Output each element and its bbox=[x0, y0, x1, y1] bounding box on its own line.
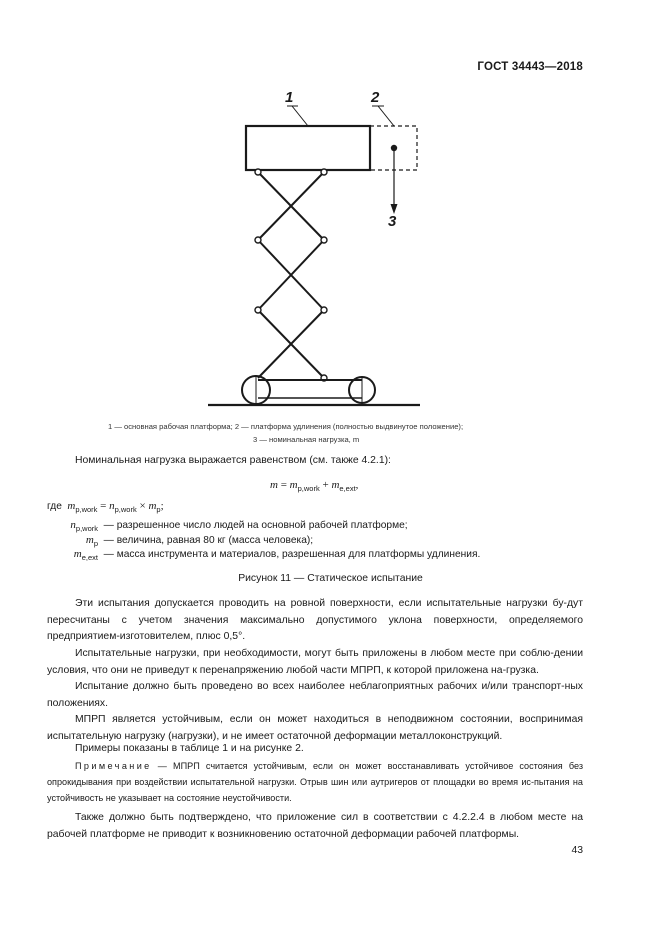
figure-legend-line2: 3 — номинальная нагрузка, m bbox=[253, 435, 360, 444]
paragraph-final: Также должно быть подтверждено, что приложение сил в соответствии с 4.2.2.4 в любом месте на рабочей платформе не приводит к возникновению остаточной деформации рабочей платформы. bbox=[47, 812, 583, 840]
paragraph-1: Эти испытания допускается проводить на ровной поверхности, если испытательные нагрузки бу-дут пересчитаны с учетом значения максимально допустимого уклона поверхности, определяемого предприятием-изготовителем, плюс 0,5°. bbox=[47, 598, 583, 643]
standard-header: ГОСТ 34443—2018 bbox=[477, 61, 583, 73]
leader-2 bbox=[378, 106, 394, 126]
figure-11-drawing bbox=[0, 0, 661, 450]
formula: $m = m_{p,work} + m_{e,ext}$, bbox=[270, 479, 359, 494]
definition-mp: $m_p$ — величина, равная 80 кг (масса человека); bbox=[85, 534, 314, 549]
paragraph-2: Испытательные нагрузки, при необходимости, могут быть приложены в любом месте при соблю-дении условия, что они не приведут к перенапряжению любой части МПРП, к которой приложена на-грузка. bbox=[47, 648, 583, 676]
paragraph-3: Испытание должно быть проведено во всех наиболее неблагоприятных рабочих и/или транспорт-ных положениях. bbox=[47, 681, 583, 709]
figure-label-2: 2 bbox=[371, 89, 380, 106]
definition-npwork: $n_{p,work}$ — разрешенное число людей на основной рабочей платформе; bbox=[70, 519, 408, 534]
where-line: где $m_{p,work} = n_{p,work} \times m_p$; bbox=[47, 500, 164, 515]
intro-text: Номинальная нагрузка выражается равенством (см. также 4.2.1): bbox=[75, 455, 391, 466]
note-label: Примечание bbox=[75, 761, 152, 771]
figure-label-1: 1 bbox=[285, 89, 294, 106]
leader-1 bbox=[292, 106, 308, 126]
scissor-lift bbox=[258, 172, 324, 378]
definition-meext: $m_{e,ext}$ — масса инструмента и материалов, разрешенная для платформы удлинения. bbox=[73, 548, 481, 563]
figure-legend-line1: 1 — основная рабочая платформа; 2 — платформа удлинения (полностью выдвинутое положение); bbox=[108, 422, 464, 431]
page-number: 43 bbox=[571, 845, 583, 856]
note-text: — МПРП считается устойчивым, если он может восстанавливать устойчивое состояния без опрокидывания при воздействии испытательной нагрузки. Отрыв шин или аутригеров от площадки во время ис-пытания на устойчивость не указывает на состояние неустойчивости. bbox=[47, 761, 583, 803]
figure-label-3: 3 bbox=[388, 213, 397, 230]
main-platform bbox=[246, 126, 370, 170]
figure-caption: Рисунок 11 — Статическое испытание bbox=[238, 573, 423, 584]
paragraph-4: МПРП является устойчивым, если он может находиться в неподвижном состоянии, воспринимая испытательную нагрузку (нагрузки), и не имеет остаточной деформации металлоконструкций. bbox=[47, 714, 583, 742]
paragraph-5: Примеры показаны в таблице 1 и на рисунке 2. bbox=[75, 743, 304, 754]
note-block bbox=[47, 759, 583, 806]
